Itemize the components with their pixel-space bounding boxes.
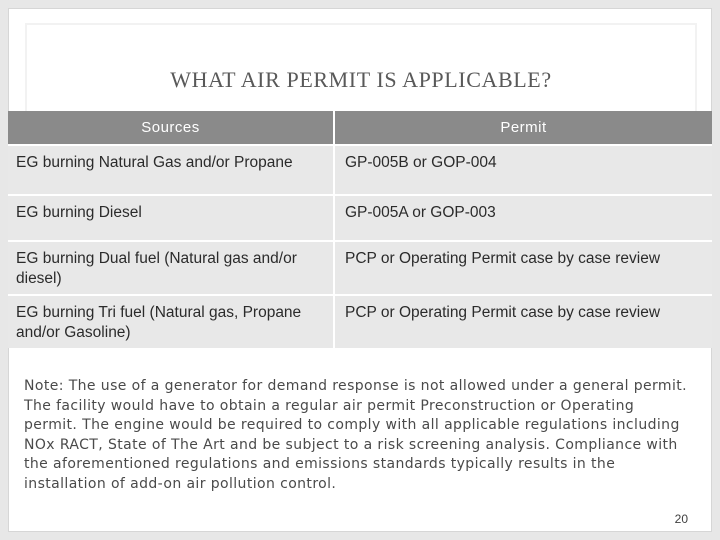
table-header-row <box>8 111 712 145</box>
permit-cell: GP-005A or GOP-003 <box>334 195 712 241</box>
column-header-sources: Sources <box>8 111 334 145</box>
note-paragraph: Note: The use of a generator for demand response is not allowed under a general permit. The facility would have to obtain a regular air permit Preconstruction or Operating permit. The engine would be required to comply with all applicable regulations including NOx RACT, State of The Art and be subject to a risk screening analysis. Compliance with the aforementioned regulations and emissions standards typically results in the installation of add-on air pollution control. <box>24 378 688 492</box>
source-cell: EG burning Dual fuel (Natural gas and/or diesel) <box>8 241 334 295</box>
title-frame <box>25 23 697 119</box>
table-row <box>8 145 712 195</box>
source-cell: EG burning Diesel <box>8 195 334 241</box>
permit-table <box>8 111 712 348</box>
table-row <box>8 241 712 295</box>
source-cell: EG burning Natural Gas and/or Propane <box>8 145 334 195</box>
slide-title: WHAT AIR PERMIT IS APPLICABLE? <box>170 67 552 92</box>
source-cell: EG burning Tri fuel (Natural gas, Propane and/or Gasoline) <box>8 295 334 348</box>
table-row <box>8 195 712 241</box>
permit-cell: GP-005B or GOP-004 <box>334 145 712 195</box>
column-header-permit: Permit <box>334 111 712 145</box>
page-number: 20 <box>674 512 688 526</box>
permit-cell: PCP or Operating Permit case by case review <box>334 241 712 295</box>
table-row <box>8 295 712 348</box>
permit-cell: PCP or Operating Permit case by case review <box>334 295 712 348</box>
